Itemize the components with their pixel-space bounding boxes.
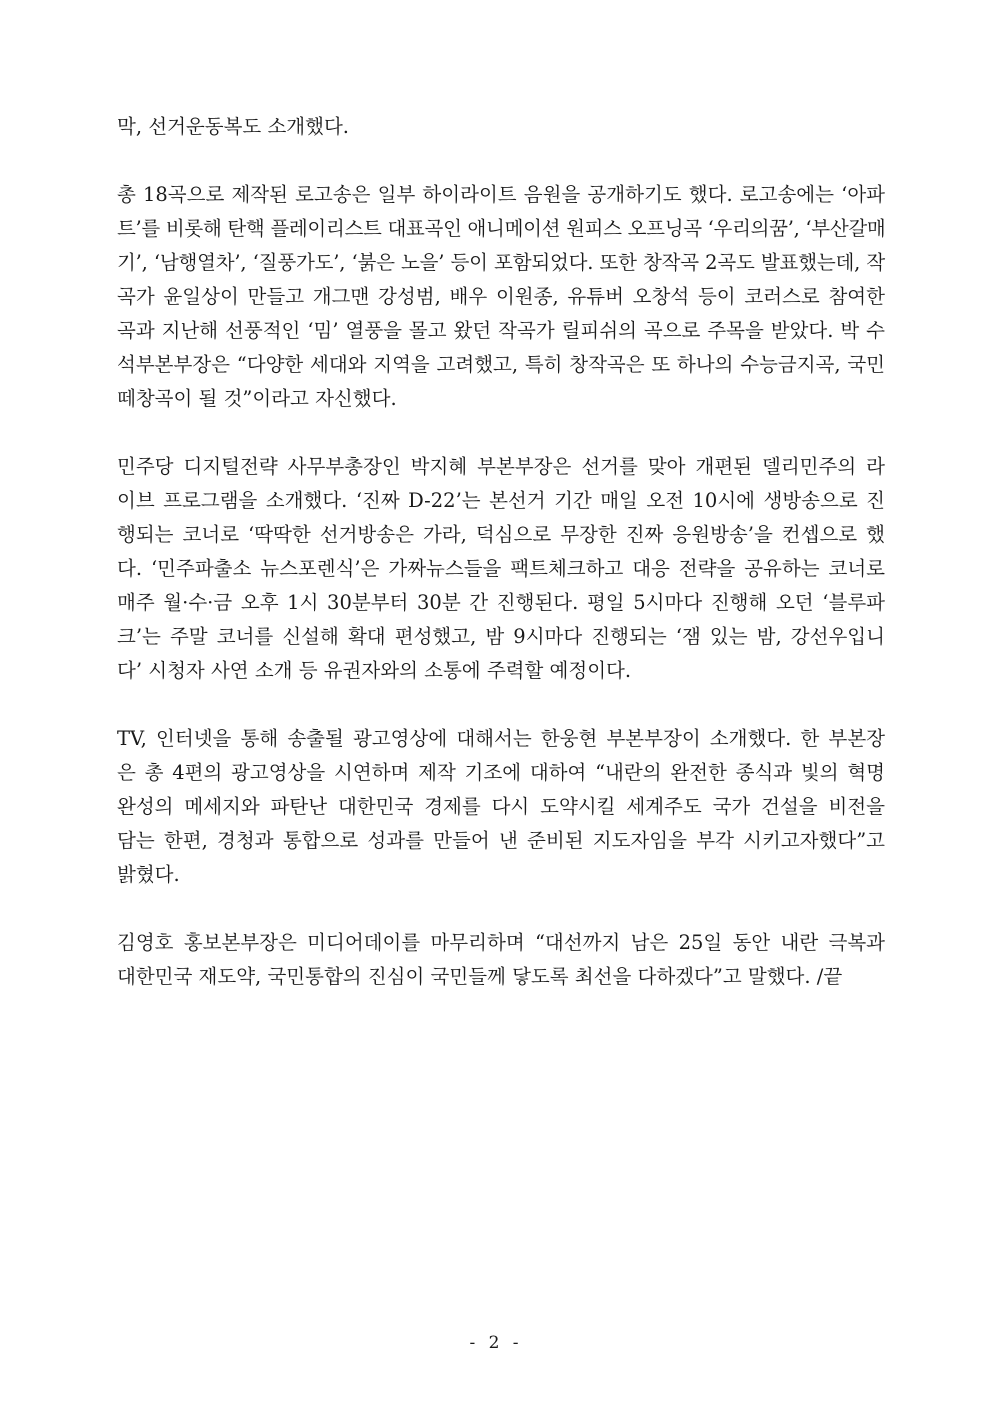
text-line: 완성의 메세지와 파탄난 대한민국 경제를 다시 도약시킬 세계주도 국가 건설을 비전을 bbox=[117, 795, 885, 818]
paragraph-5 bbox=[117, 926, 885, 994]
text-line: 대한민국 재도약, 국민통합의 진심이 국민들께 닿도록 최선을 다하겠다”고 말했다. /끝 bbox=[117, 965, 843, 988]
text-line: 담는 한편, 경청과 통합으로 성과를 만들어 낸 준비된 지도자임을 부각 시키고자했다”고 bbox=[117, 829, 885, 852]
text-line: 석부본부장은 “다양한 세대와 지역을 고려했고, 특히 창작곡은 또 하나의 수능금지곡, 국민 bbox=[117, 353, 885, 376]
text-line: 막, 선거운동복도 소개했다. bbox=[117, 115, 350, 138]
text-line: 은 총 4편의 광고영상을 시연하며 제작 기조에 대하여 “내란의 완전한 종식과 빛의 혁명 bbox=[117, 761, 885, 784]
text-line: 곡가 윤일상이 만들고 개그맨 강성범, 배우 이원종, 유튜버 오창석 등이 코러스로 참여한 bbox=[117, 285, 885, 308]
text-line: 매주 월·수·금 오후 1시 30분부터 30분 간 진행된다. 평일 5시마다 진행해 오던 ‘블루파 bbox=[117, 591, 885, 614]
text-line: 트’를 비롯해 탄핵 플레이리스트 대표곡인 애니메이션 원피스 오프닝곡 ‘우리의꿈’, ‘부산갈매 bbox=[117, 217, 886, 240]
text-line: 민주당 디지털전략 사무부총장인 박지혜 부본부장은 선거를 맞아 개편된 델리민주의 라 bbox=[117, 455, 885, 478]
text-line: 곡과 지난해 선풍적인 ‘밈’ 열풍을 몰고 왔던 작곡가 릴피쉬의 곡으로 주목을 받았다. 박 수 bbox=[117, 319, 885, 342]
text-line: 행되는 코너로 ‘딱딱한 선거방송은 가라, 덕심으로 무장한 진짜 응원방송’을 컨셉으로 했 bbox=[117, 523, 885, 546]
text-line: 다. ‘민주파출소 뉴스포렌식’은 가짜뉴스들을 팩트체크하고 대응 전략을 공유하는 코너로 bbox=[117, 557, 885, 580]
paragraph-4 bbox=[117, 722, 885, 892]
paragraph-1 bbox=[117, 110, 885, 144]
text-line: 크’는 주말 코너를 신설해 확대 편성했고, 밤 9시마다 진행되는 ‘잼 있는 밤, 강선우입니 bbox=[117, 625, 885, 648]
text-line: 떼창곡이 될 것”이라고 자신했다. bbox=[117, 387, 397, 410]
text-line: 밝혔다. bbox=[117, 863, 180, 886]
text-line: 다’ 시청자 사연 소개 등 유권자와의 소통에 주력할 예정이다. bbox=[117, 659, 632, 682]
text-line: 총 18곡으로 제작된 로고송은 일부 하이라이트 음원을 공개하기도 했다. 로고송에는 ‘아파 bbox=[117, 183, 885, 206]
paragraph-3 bbox=[117, 450, 885, 688]
document-body bbox=[117, 110, 885, 1028]
text-line: 김영호 홍보본부장은 미디어데이를 마무리하며 “대선까지 남은 25일 동안 내란 극복과 bbox=[117, 931, 885, 954]
text-line: 이브 프로그램을 소개했다. ‘진짜 D-22’는 본선거 기간 매일 오전 10시에 생방송으로 진 bbox=[117, 489, 885, 512]
text-line: 기’, ‘남행열차’, ‘질풍가도’, ‘붉은 노을’ 등이 포함되었다. 또한 창작곡 2곡도 발표했는데, 작 bbox=[117, 251, 885, 274]
paragraph-2 bbox=[117, 178, 885, 416]
text-line: TV, 인터넷을 통해 송출될 광고영상에 대해서는 한웅현 부본부장이 소개했다. 한 부본장 bbox=[117, 727, 885, 750]
page-number: - 2 - bbox=[469, 1333, 523, 1353]
